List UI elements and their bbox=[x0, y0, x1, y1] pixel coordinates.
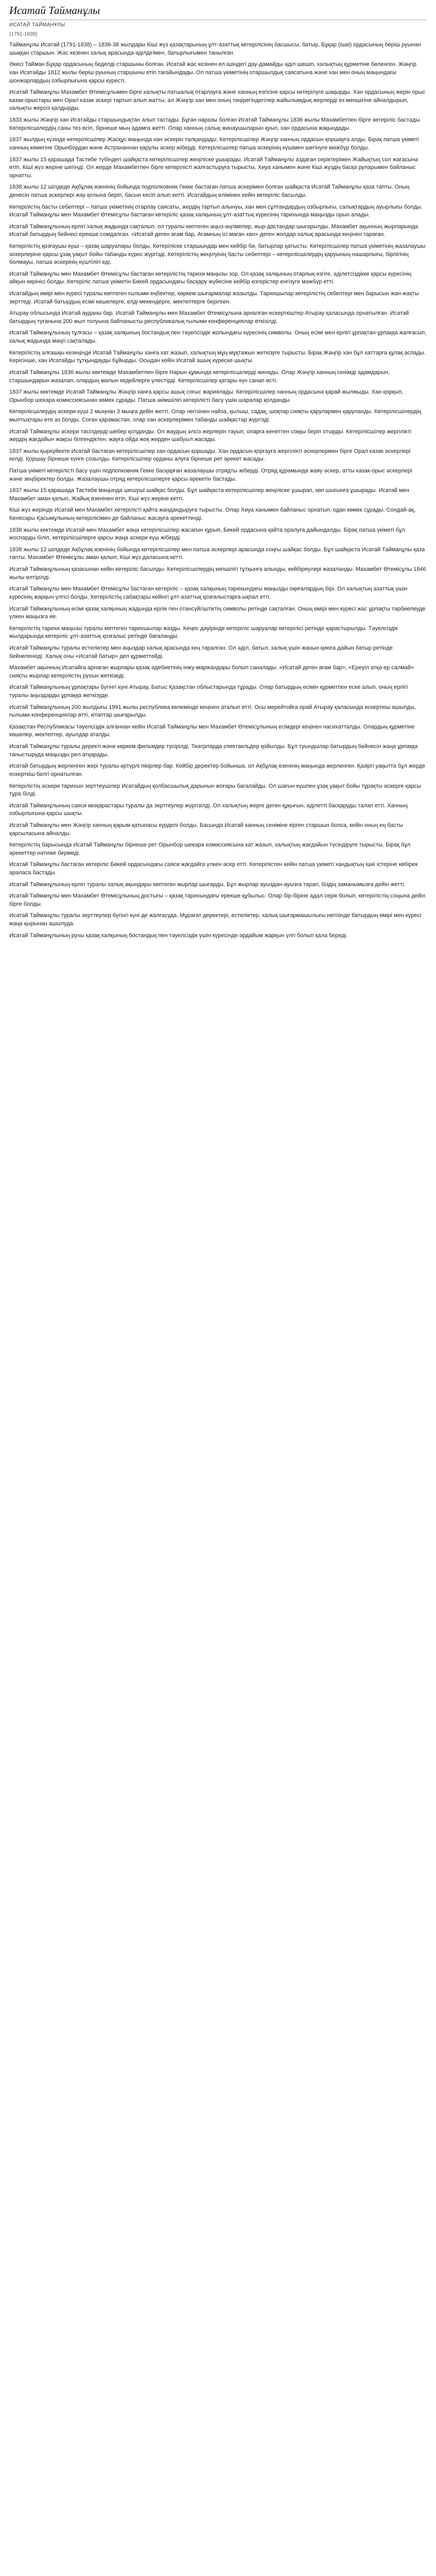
article-paragraph: 1838 жылы көктемде Исатай мен Махамбет жаңа көтерілісшілер жасағын құрып, Бөкей ордасына қайта оралуға дайындалды. Бірақ патша үкіметі бұл жоспарды біліп, көтерілісшілерге қарсы жаңа әскери күш жіберді. bbox=[9, 527, 405, 541]
article-paragraph: 1838 жылы 12 шілдеде Ақбұлақ өзенінің бойында подполковник Гекке бастаған патша әскерімен болған шайқаста Исатай Тайманұлы қаза тапты. Оның денесін патша әскерлері жау қолына беріп, басын кесіп алып кетті. Исатайдың өлімінен кейін көтеріліс басылды. bbox=[9, 184, 410, 198]
article-paragraph: Исатай Тайманұлының 200 жылдығы 1991 жылы республика көлемінде кеңінен аталып өтті. Осы мерейтойға орай Атырау қаласында ескерткіш ашылды, ғылыми конференциялар өтті, кітаптар шығарылды. bbox=[9, 704, 416, 719]
article-paragraph: Исатай Тайманұлының ұрпақтары бүгінгі күні Атырау, Батыс Қазақстан облыстарында тұрады. Олар батырдың есімін құрметпен еске алып, оның ерлігі туралы аңыздарды ұрпаққа жеткізуде. bbox=[9, 684, 408, 699]
article-paragraph: Исатай Тайманұлының есімі қазақ халқының жадында ерлік пен отансүйгіштіктің символы ретінде сақталған. Оның өмірі мен күресі жас ұрпақты тәрбиелеуде үлкен маңызға ие. bbox=[9, 605, 426, 620]
article-paragraph: Исатай Тайманұлы туралы деректі және көркем фильмдер түсірілді. Театрларда спектакльдер қойылды. Бұл туындылар батырдың бейнесін жаңа ұрпаққа таныстыруда маңызды рөл атқарады. bbox=[9, 743, 418, 758]
article-paragraph: 1837 жылы 15 қарашада Тастөбе түбіндегі шайқаста көтерілісшілер жеңіліске ұшырады. Исатай Тайманұлы аздаған серіктерімен Жайықтың сол жағасына өтіп, Кіші жүз жеріне шегінді. Ол жерде Махамбетпен бірге көтерілісті жалғастыруға тырысты, Хиуа ханымен және Кіші жүздің басқа руларымен байланыс орнатты. bbox=[9, 156, 418, 179]
article-paragraph: Әкесі Тайман Бұқар ордасының беделді старшыны болған. Исатай жас кезінен ел ішіндегі дау-дамайды әділ шешіп, халықтың құрметіне бөленген. Жәңгір хан Исатайды 1812 жылы беріш руының старшыны етіп тағайындады. Ол патша үкіметінің отаршылдық саясатына және хан мен оның маңындағы шонжарлардың озбырлығына қарсы күресті. bbox=[9, 61, 416, 84]
article-paragraph: Исатай батырдың жерленген жері туралы әртүрлі пікірлер бар. Кейбір деректер бойынша, ол Ақбұлақ өзенінің маңында жерленген. Қазіргі уақытта бұл жерде ескерткіш белгі орнатылған. bbox=[9, 763, 425, 777]
article-paragraph: Исатай Тайманұлының тұлғасы – қазақ халқының бостандық пен тәуелсіздік жолындағы күресінің символы. Оның есімі мен ерлігі ұрпақтан-ұрпаққа жалғасып, халық жадында мәңгі сақталады. bbox=[9, 330, 427, 345]
article-paragraph: 1837 жылы 15 қарашада Тастөбе маңында шешуші шайқас болды. Бұл шайқаста көтерілісшілер жеңіліске ұшырап, көп шығынға ұшырады. Исатай мен Махамбет аман қалып, Жайық өзенінен өтіп, Кіші жүз жеріне кетті. bbox=[9, 487, 409, 502]
article-subtitle: ИСАТАЙ ТАЙМАНҰЛЫ bbox=[9, 22, 65, 28]
article-paragraph: Исатай Тайманұлы мен Махамбет Өтемісұлының достығы – қазақ тарихындағы ерекше құбылыс. Олар бір-біріне адал серік болып, көтерілістің соңына дейін бірге болды. bbox=[9, 893, 426, 907]
article-paragraph: Көтерілістің қозғаушы күші – қазақ шаруалары болды. Көтеріліске старшындар мен кейбір би, батырлар қатысты. Көтерілісшілер патша үкіметінің жазалаушы әскерлеріне қарсы ұзақ уақыт бойы табанды күрес жүргізді. Көтерілістің жеңілуінің басты себептері – көтерілісшілердің қаруының нашарлығы, бірлігінің болмауы, патша әскерінің күштілігі еді. bbox=[9, 243, 426, 266]
article-paragraph: Исатай Тайманұлының қазасынан кейін көтеріліс басылды. Көтерілісшілердің көпшілігі тұтқынға алынды, кейбіреулері жазаланды. Махамбет Өтемісұлы 1846 жылы өлтірілді. bbox=[9, 566, 426, 581]
article-paragraph: Исатай Тайманұлы бастаған көтеріліс Бөкей ордасындағы саяси жағдайға үлкен әсер етті. Көтерілістен кейін патша үкіметі хандықтың ішкі істеріне көбірек араласа бастады. bbox=[9, 861, 418, 876]
article-paragraph: Қазақстан Республикасы тәуелсіздік алғаннан кейін Исатай Тайманұлы мен Махамбет Өтемісұлының есімдері кеңінен насихатталды. Олардың құрметіне көшелер, мектептер, ауылдар аталды. bbox=[9, 723, 415, 738]
article-paragraph: 1837 жылдың күзінде көтерілісшілер Жасқұс маңында хан әскерін талқандады. Көтерілісшілер Жәңгір ханның ордасын қоршауға алды. Бірақ патша үкіметі ханның көмегіне Орынбордан және Астраханнан қарулы әскер жіберді. Көтерілісшілер патша әскерінің күшімен шегінуге мәжбүр болды. bbox=[9, 137, 419, 151]
article-paragraph: Көтерілістің барысында Исатай Тайманұлы бірнеше рет Орынбор шекара комиссиясына хат жазып, халықтың жағдайын түсіндіруге тырысты. Бірақ бұл әрекеттер нәтиже бермеді. bbox=[9, 842, 411, 856]
article-paragraph: Исатай Тайманұлының ерлігі халық жадында сақталып, ол туралы көптеген аңыз-әңгімелер, жыр-дастандар шығарылды. Махамбет ақынның жырларында Исатай батырдың бейнесі ерекше сомдалған. «Исатай деген ағам бар, Ағамның ісі маған хан» деген жолдар халық арасында кеңінен тараған. bbox=[9, 223, 418, 238]
article-paragraph: Исатай Тайманұлы мен Жәңгір ханның қарым-қатынасы күрделі болды. Басында Исатай ханның сеніміне кірген старшын болса, кейін оның ең басты қарсыласына айналды. bbox=[9, 822, 403, 837]
article-paragraph: Исатай Тайманұлы туралы естеліктер мен аңыздар халық арасында кең таралған. Ол әділ, батыл, халық үшін жанын қиюға дайын батыр ретінде бейнеленеді. Халық оны «Исатай батыр» деп құрметтейді. bbox=[9, 645, 393, 659]
article-paragraph: 1837 жылы қыркүйекте Исатай бастаған көтерілісшілер хан ордасын қоршады. Хан ордасын қорғауға жергілікті әскерлермен бірге Орал казак әскерлері келді. Қоршау бірнеше күнге созылды. Көтерілісшілер орданы алуға бірнеше рет әрекет жасады. bbox=[9, 448, 411, 463]
article-paragraph: Исатай Тайманұлы 1836 жылы көктемде Махамбетпен бірге Нарын құмында көтерілісшілерді жинады. Олар Жәңгір ханның сенімді адамдарын, старшындарын жазалап, олардың малын кедейлерге үлестірді. Көтерілісшілер қатары күн санап өсті. bbox=[9, 369, 390, 384]
article-page bbox=[0, 0, 436, 956]
article-title: Исатай Тайманұлы bbox=[9, 4, 100, 16]
article-paragraph: Исатай Тайманұлының рухы қазақ халқының бостандық пен тәуелсіздік үшін күресінде әрдайым жарқын үлгі болып қала береді. bbox=[9, 932, 348, 939]
article-paragraph: Исатай Тайманұлы әскери тәсілдерді шебер қолданды. Ол жаудың әлсіз жерлерін тауып, оларға кенеттен соққы беріп отырды. Көтерілісшілер жергілікті жердің жағдайын жақсы білгендіктен, жауға ойда жоқ жерден шабуыл жасады. bbox=[9, 428, 412, 443]
article-paragraph: Атырау облысында Исатай ауданы бар. Исатай Тайманұлы мен Махамбет Өтемісұлына арналған ескерткіштер Атырау қаласында орнатылған. Исатай батырдың туғанына 200 жыл толуына байланысты республикалық ғылыми конференциялар өткізілді. bbox=[9, 310, 409, 325]
article-body bbox=[9, 41, 427, 940]
article-paragraph: Көтерілісшілердің әскери күші 2 мыңнан 3 мыңға дейін жетті. Олар негізінен найза, қылыш, садақ, шоқпар сияқты қарулармен қаруланды. Көтерілісшілердің мылтықтары өте аз болды. Соған қарамастан, олар хан әскерлерімен табанды шайқастар жүргізді. bbox=[9, 409, 422, 423]
article-paragraph: Исатайдың өмірі мен күресі туралы көптеген ғылыми еңбектер, көркем шығармалар жазылды. Тарихшылар көтерілістің себептері мен барысын жан-жақты зерттеді. Исатай батырдың есімі көшелерге, елді мекендерге, мектептерге берілген. bbox=[9, 291, 419, 305]
article-paragraph: Көтерілістің алғашқы кезеңінде Исатай Тайманұлы ханға хат жазып, халықтың мұң-мұқтажын жеткізуге тырысты. Бірақ Жәңгір хан бұл хаттарға құлақ аспады. Керісінше, хан Исатайды тұтқындауды бұйырды. Осыдан кейін Исатай ашық күреске шықты. bbox=[9, 349, 426, 364]
article-dates: (1791-1838) bbox=[9, 31, 38, 37]
article-paragraph: 1837 жылы көктемде Исатай Тайманұлы Жәңгір ханға қарсы ашық соғыс жариялады. Көтерілісшілер ханның ордасына қарай жылжыды. Хан қорқып, Орынбор шекара комиссиясынан көмек сұрады. Патша әкімшілігі көтерілісті басу үшін шаралар қолданды. bbox=[9, 389, 404, 403]
article-paragraph: Махамбет ақынның Исатайға арнаған жырлары қазақ әдебиетінің інжу-маржандары болып саналады. «Исатай деген ағам бар», «Ереуіл атқа ер салмай» сияқты жырлар көтерілістің рухын жеткізеді. bbox=[9, 665, 414, 679]
article-paragraph: Исатай Тайманұлы Махамбет Өтемісұлымен бірге халықты патшалық отарлауға және ханның езгісіне қарсы көтерілуге шақырды. Хан ордасының жерін орыс казак-орыстары мен Орал казак әскері тартып алып жатты, ал Жәңгір хан мен оның төңірегіндегілер жайылымдық жерлерді өз меншігіне айналдырып, халықты жерсіз қалдырды. bbox=[9, 89, 426, 112]
article-paragraph: Кіші жүз жерінде Исатай мен Махамбет көтерілісті қайта жандандыруға тырысты. Олар Хиуа ханымен байланыс орнатып, одан көмек сұрады. Сондай-ақ, Кенесары Қасымұлының көтерілісімен де байланыс жасауға әрекеттенді. bbox=[9, 507, 416, 522]
article-paragraph: Патша үкіметі көтерілісті басу үшін подполковник Гекке басқарған жазалаушы отрядты жіберді. Отряд құрамында жаяу әскер, атты казак-орыс әскерлері және зеңбіректер болды. Жазалаушы отряд көтерілісшілерге қарсы әрекетін бастады. bbox=[9, 468, 412, 482]
article-paragraph: Көтерілістің тарихи маңызы туралы көптеген тарихшылар жазды. Кеңес дәуірінде көтеріліс шаруалар көтерілісі ретінде қарастырылды. Тәуелсіздік жылдарында көтеріліс ұлт-азаттық қозғалыс ретінде бағаланды. bbox=[9, 625, 398, 640]
article-paragraph: Исатай Тайманұлы мен Махамбет Өтемісұлы бастаған көтерілістің тарихи маңызы зор. Ол қазақ халқының отарлық езгіге, әділетсіздікке қарсы күресінің айқын көрінісі болды. Көтеріліс патша үкіметін Бөкей ордасындағы басқару жүйесіне кейбір өзгерістер енгізуге мәжбүр етті. bbox=[9, 270, 412, 285]
article-paragraph: Көтерілістің басты себептері – патша үкіметінің отарлау саясаты, жердің тартып алынуы, хан мен сұлтандардың озбырлығы, салықтардың ауырлығы болды. Исатай Тайманұлы мен Махамбет Өтемісұлы бастаған көтеріліс қазақ халқының ұлт-азаттық күресінің тарихында маңызды орын алады. bbox=[9, 204, 423, 218]
article-paragraph: Тайманұлы Исатай (1791-1838) – 1836-38 жылдары Кіші жүз қазақтарының ұлт-азаттық көтерілісінің басшысы, батыр, Бұқар (Ішкі) ордасының беріш руынан шыққан старшын. Жас кезінен халық арасында әділдігімен, батырлығымен танылған. bbox=[9, 42, 421, 56]
article-paragraph: 1838 жылы 12 шілдеде Ақбұлақ өзенінің бойында көтерілісшілер мен патша әскерлері арасында соңғы шайқас болды. Бұл шайқаста Исатай Тайманұлы қаза тапты. Махамбет Өтемісұлы аман қалып, Кіші жүз даласына кетті. bbox=[9, 546, 425, 561]
article-paragraph: 1833 жылы Жәңгір хан Исатайды старшындықтан алып тастады. Бұған наразы болған Исатай Тайманұлы 1836 жылы Махамбетпен бірге көтеріліс бастады. Көтерілісшілердің саны тез өсіп, бірнеше мың адамға жетті. Олар ханның салық жинаушыларын қуып, хан ордасына жақындады. bbox=[9, 117, 422, 131]
article-paragraph: Исатай Тайманұлының ерлігі туралы халық ақындары көптеген жырлар шығарды. Бұл жырлар ауыздан-ауызға тарап, біздің заманымызға дейін жетті. bbox=[9, 881, 406, 888]
article-paragraph: Исатай Тайманұлы мен Махамбет Өтемісұлы бастаған көтеріліс – қазақ халқының тарихындағы маңызды оқиғалардың бірі. Ол халықтың азаттық үшін күресінің жарқын үлгісі болды. Көтерілістің сабақтары кейінгі ұлт-азаттық қозғалыстарға ықпал етті. bbox=[9, 586, 408, 600]
article-paragraph: Көтерілістің әскери тарихын зерттеушілер Исатайдың қолбасшылық дарынын жоғары бағалайды. Ол шағын күшпен ұзақ уақыт бойы тұрақты әскерге қарсы тұра білді. bbox=[9, 783, 422, 798]
article-paragraph: Исатай Тайманұлының саяси көзқарастары туралы да зерттеулер жүргізілді. Ол халықтың жерге деген құқығын, әділетті басқаруды талап етті. Ханның озбырлығына қарсы шықты. bbox=[9, 802, 408, 817]
article-paragraph: Исатай Тайманұлы туралы зерттеулер бүгінгі күні де жалғасуда. Мұрағат деректері, естеліктер, халық шығармашылығы негізінде батырдың өмірі мен күресі жаңа қырынан ашылуда. bbox=[9, 912, 422, 927]
